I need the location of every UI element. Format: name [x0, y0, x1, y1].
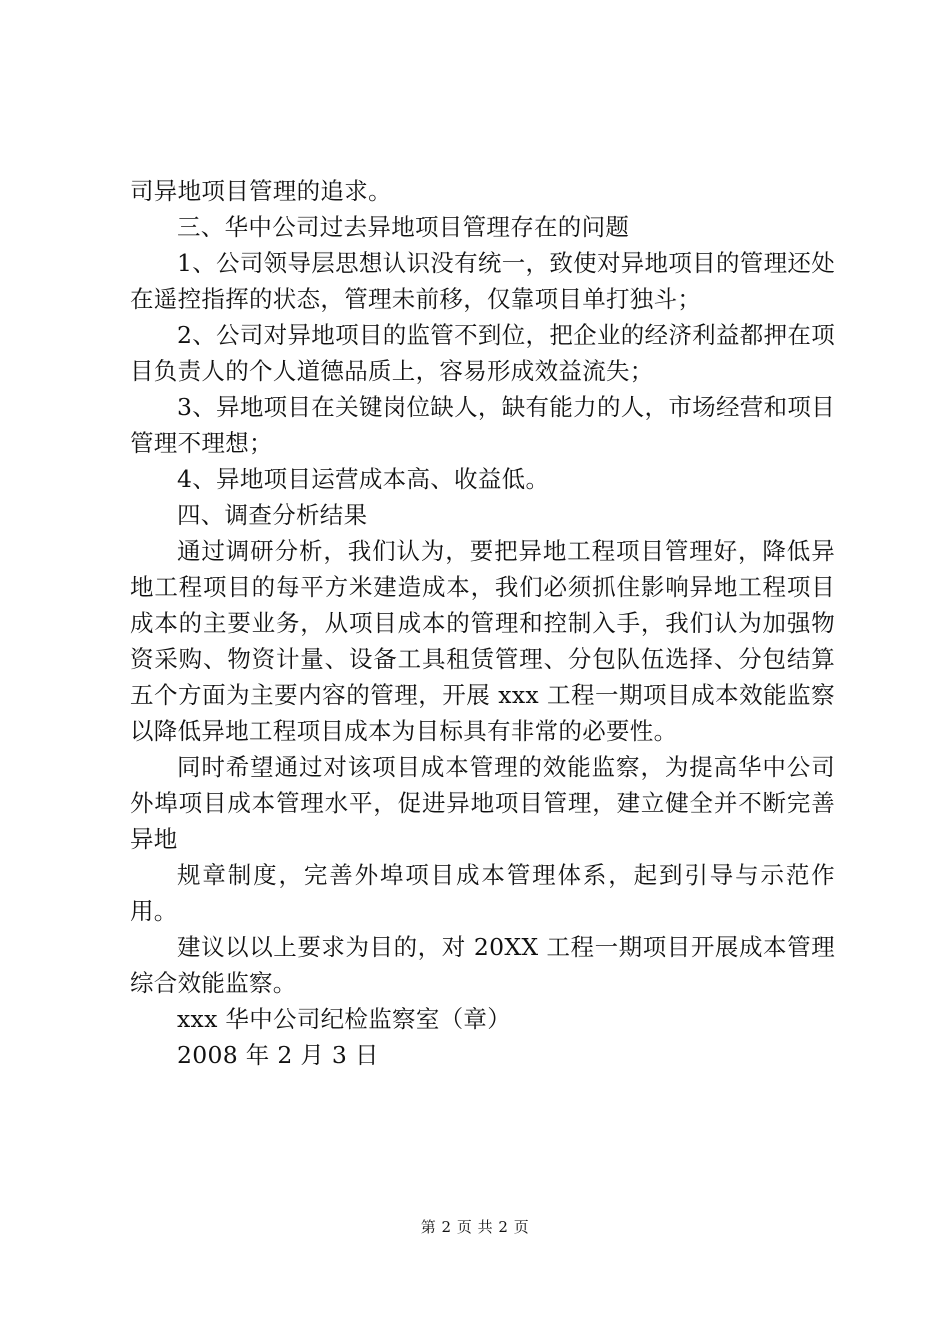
- date-line: 2008 年 2 月 3 日: [177, 1041, 379, 1069]
- hope-paragraph: 同时希望通过对该项目成本管理的效能监察，为提高华中公司外埠项目成本管理水平，促进异地项目管理，建立健全并不断完善异地: [130, 753, 835, 853]
- problem-item-2: 2、公司对异地项目的监管不到位，把企业的经济利益都押在项目负责人的个人道德品质上，容易形成效益流失；: [130, 321, 835, 385]
- problem-item-4: 4、异地项目运营成本高、收益低。: [177, 465, 550, 493]
- analysis-paragraph: 通过调研分析，我们认为，要把异地工程项目管理好，降低异地工程项目的每平方米建造成本，我们必须抓住影响异地工程项目成本的主要业务，从项目成本的管理和控制入手，我们认为加强物资采购、物资计量、设备工具租赁管理、分包队伍选择、分包结算五个方面为主要内容的管理，开展 xxx 工程一期项目成本效能监察以降低异地工程项目成本为目标具有非常的必要性。: [130, 537, 835, 745]
- signature-line: xxx 华中公司纪检监察室（章）: [177, 1005, 512, 1033]
- problem-item-1: 1、公司领导层思想认识没有统一，致使对异地项目的管理还处在遥控指挥的状态，管理未前移，仅靠项目单打独斗；: [130, 249, 835, 313]
- paragraph-continuation: 司异地项目管理的追求。: [130, 177, 392, 205]
- page-footer: 第 2 页 共 2 页: [420, 1218, 530, 1236]
- hope-paragraph-continued: 规章制度，完善外埠项目成本管理体系，起到引导与示范作用。: [130, 861, 835, 925]
- document-body: [130, 173, 835, 1073]
- suggestion-paragraph: 建议以以上要求为目的，对 20XX 工程一期项目开展成本管理综合效能监察。: [130, 933, 835, 997]
- problem-item-3: 3、异地项目在关键岗位缺人，缺有能力的人，市场经营和项目管理不理想；: [130, 393, 835, 457]
- section-heading-results: 四、调查分析结果: [177, 501, 368, 529]
- section-heading-problems: 三、华中公司过去异地项目管理存在的问题: [177, 213, 630, 241]
